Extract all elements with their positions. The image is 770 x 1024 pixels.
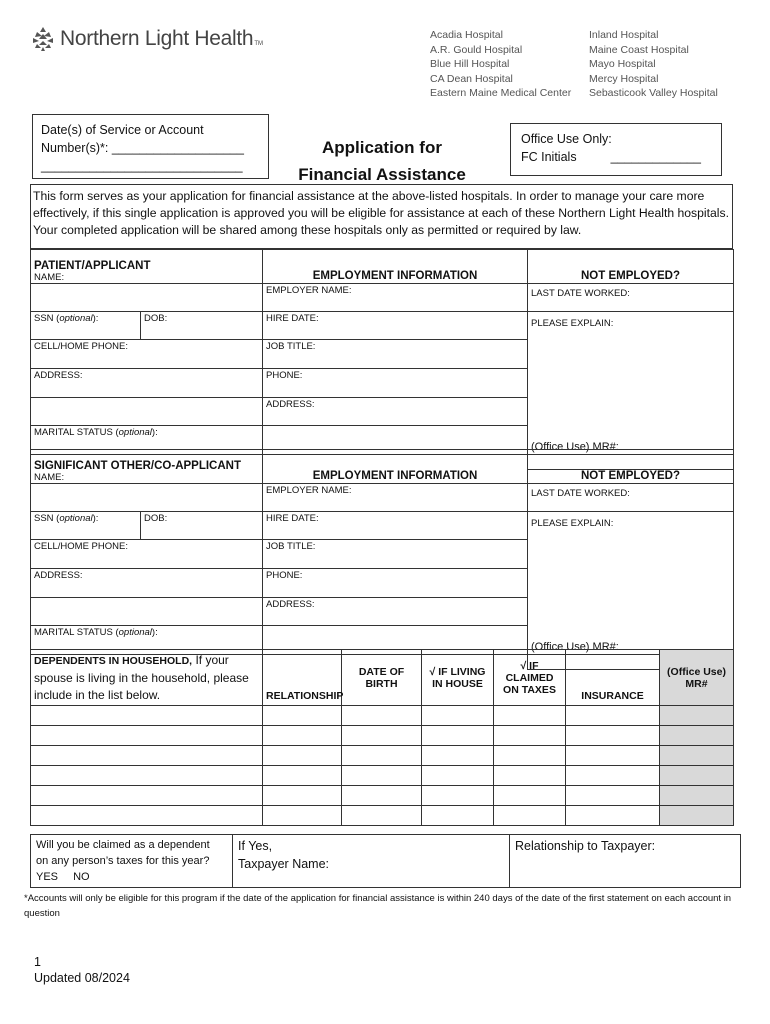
- dependent-claimed-cell[interactable]: [494, 746, 566, 766]
- dependent-question-line-2: on any person’s taxes for this year?: [36, 855, 210, 867]
- dependent-insurance-cell[interactable]: [566, 706, 660, 726]
- dob-label: DOB:: [144, 513, 168, 524]
- office-use-label: Office Use Only:: [521, 132, 612, 146]
- hospital-name: Inland Hospital: [589, 29, 659, 41]
- hire-date-field[interactable]: [263, 512, 528, 540]
- employer-name-label: EMPLOYER NAME:: [266, 285, 352, 296]
- co-applicant-header: SIGNIFICANT OTHER/CO-APPLICANT: [34, 460, 241, 472]
- phone-label: CELL/HOME PHONE:: [34, 541, 128, 552]
- not-employed-header: NOT EMPLOYED?: [528, 250, 734, 284]
- dependent-row: [31, 766, 734, 786]
- employer-address-field[interactable]: [263, 598, 528, 626]
- ssn-optional: optional: [59, 513, 93, 524]
- office-mr-header: (Office Use) MR#: [660, 650, 734, 706]
- dependent-dob-cell[interactable]: [342, 706, 422, 726]
- relationship-header: RELATIONSHIP: [263, 650, 342, 706]
- phone-label: CELL/HOME PHONE:: [34, 341, 128, 352]
- dependent-dob-cell[interactable]: [342, 786, 422, 806]
- mr-label: (Office Use) MR#:: [531, 641, 619, 653]
- marital-label-end: ):: [151, 427, 158, 438]
- hire-date-field[interactable]: [263, 312, 528, 340]
- title-line-2: Financial Assistance: [298, 165, 466, 184]
- dependent-name-cell[interactable]: [31, 806, 263, 826]
- mr-label: (Office Use) MR#:: [531, 441, 619, 453]
- dependent-relationship-cell[interactable]: [263, 746, 342, 766]
- dependent-claimed-cell[interactable]: [494, 786, 566, 806]
- hire-date-label: HIRE DATE:: [266, 513, 319, 524]
- dependent-claimed-cell[interactable]: [494, 706, 566, 726]
- dependent-name-cell[interactable]: [31, 746, 263, 766]
- service-label: Date(s) of Service or Account: [41, 123, 204, 137]
- hospital-name: Mayo Hospital: [589, 58, 656, 70]
- patient-cell[interactable]: [31, 250, 263, 284]
- dependent-relationship-cell[interactable]: [263, 766, 342, 786]
- taxpayer-name-label: Taxpayer Name:: [238, 857, 330, 871]
- patient-section: [30, 249, 734, 470]
- page-title: [292, 134, 472, 188]
- marital-label: MARITAL STATUS (: [34, 427, 119, 438]
- hire-date-label: HIRE DATE:: [266, 313, 319, 324]
- taxpayer-name-field[interactable]: [233, 835, 510, 888]
- ssn-label: SSN (: [34, 513, 60, 524]
- please-explain-field[interactable]: [528, 512, 734, 655]
- hospital-name: A.R. Gould Hospital: [430, 43, 523, 56]
- if-yes-label: If Yes,: [238, 839, 273, 853]
- dob-label: DOB:: [144, 313, 168, 324]
- hospital-list-right: [589, 28, 718, 101]
- taxpayer-section: [30, 834, 741, 888]
- insurance-header: INSURANCE: [566, 650, 660, 706]
- pinecone-logo-icon: [30, 26, 56, 52]
- last-date-worked-label: LAST DATE WORKED:: [531, 288, 630, 299]
- employer-phone-label: PHONE:: [266, 370, 303, 381]
- title-line-1: Application for: [322, 138, 442, 157]
- employer-name-field[interactable]: [263, 484, 528, 512]
- dependent-dob-cell[interactable]: [342, 746, 422, 766]
- dependent-claimed-cell[interactable]: [494, 726, 566, 746]
- address-field[interactable]: [31, 369, 263, 398]
- dependent-relationship-cell[interactable]: [263, 706, 342, 726]
- page-footer: [34, 954, 130, 986]
- dependent-dob-cell[interactable]: [342, 726, 422, 746]
- ssn-label-end: ):: [92, 513, 99, 524]
- dependent-living-cell[interactable]: [422, 806, 494, 826]
- dependent-mr-cell: [660, 706, 734, 726]
- job-title-field[interactable]: [263, 540, 528, 569]
- dependent-row: [31, 726, 734, 746]
- hospital-list-left: [430, 28, 571, 101]
- dependent-mr-cell: [660, 726, 734, 746]
- hospital-name: Mercy Hospital: [589, 72, 659, 85]
- job-title-label: JOB TITLE:: [266, 541, 316, 552]
- last-date-worked-field[interactable]: [528, 484, 734, 512]
- marital-label: MARITAL STATUS (: [34, 627, 119, 638]
- no-option[interactable]: NO: [73, 871, 90, 883]
- employer-address-label: ADDRESS:: [266, 399, 315, 410]
- dependent-insurance-cell[interactable]: [566, 746, 660, 766]
- patient-header: PATIENT/APPLICANT: [34, 260, 151, 272]
- marital-optional: optional: [118, 427, 152, 438]
- employer-address-field[interactable]: [263, 398, 528, 426]
- last-date-worked-label: LAST DATE WORKED:: [531, 488, 630, 499]
- dependent-living-cell[interactable]: [422, 726, 494, 746]
- page-number: 1: [34, 955, 41, 969]
- dependent-name-cell[interactable]: [31, 766, 263, 786]
- dependents-header-bold: DEPENDENTS IN HOUSEHOLD,: [34, 655, 193, 667]
- hospital-name: Blue Hill Hospital: [430, 58, 510, 70]
- hospital-name: Sebasticook Valley Hospital: [589, 87, 718, 99]
- dependents-table: [30, 649, 734, 826]
- fc-initials-blank: _____________: [610, 150, 701, 164]
- ssn-label: SSN (: [34, 313, 60, 324]
- ssn-optional: optional: [59, 313, 93, 324]
- address-label: ADDRESS:: [34, 370, 83, 381]
- dependent-insurance-cell[interactable]: [566, 806, 660, 826]
- dependent-row: [31, 806, 734, 826]
- co-applicant-section: [30, 449, 734, 670]
- address-line-2[interactable]: [31, 398, 263, 426]
- dependent-mr-cell: [660, 806, 734, 826]
- dependent-row: [31, 746, 734, 766]
- dependent-mr-cell: [660, 786, 734, 806]
- please-explain-label: PLEASE EXPLAIN:: [531, 318, 614, 329]
- dependent-row: [31, 706, 734, 726]
- ssn-label-end: ):: [92, 313, 99, 324]
- name-field[interactable]: [31, 484, 263, 512]
- dependent-dob-cell[interactable]: [342, 766, 422, 786]
- logo-tm: TM: [254, 41, 263, 47]
- dependent-relationship-cell[interactable]: [263, 726, 342, 746]
- dependent-question-cell: [31, 835, 233, 888]
- ssn-field[interactable]: [31, 512, 141, 540]
- dependent-row: [31, 786, 734, 806]
- fc-initials-row: [521, 148, 721, 166]
- dependent-living-cell[interactable]: [422, 766, 494, 786]
- co-applicant-cell[interactable]: [31, 450, 263, 484]
- employer-phone-field[interactable]: [263, 569, 528, 598]
- please-explain-field[interactable]: [528, 312, 734, 455]
- dob-header: DATE OF BIRTH: [342, 650, 422, 706]
- dependent-insurance-cell[interactable]: [566, 726, 660, 746]
- name-field[interactable]: [31, 284, 263, 312]
- account-number-line: Number(s)*: ___________________: [41, 141, 244, 155]
- relationship-to-taxpayer-field[interactable]: [510, 835, 741, 888]
- dependent-living-cell[interactable]: [422, 786, 494, 806]
- updated-date: Updated 08/2024: [34, 971, 130, 985]
- name-label: NAME:: [34, 472, 65, 483]
- dependent-insurance-cell[interactable]: [566, 766, 660, 786]
- dependent-claimed-cell[interactable]: [494, 766, 566, 786]
- hospital-name: Eastern Maine Medical Center: [430, 87, 572, 99]
- logo-name: Northern Light Health: [60, 27, 254, 50]
- employment-header: EMPLOYMENT INFORMATION: [263, 250, 528, 284]
- employer-address-label: ADDRESS:: [266, 599, 315, 610]
- footnote: *Accounts will only be eligible for this program if the date of the application for financial assistance is within 240 days of the date of the first statement on each account in question: [24, 893, 732, 919]
- dependent-living-cell[interactable]: [422, 706, 494, 726]
- dependent-dob-cell[interactable]: [342, 806, 422, 826]
- hospital-name: Maine Coast Hospital: [589, 43, 689, 56]
- dependent-insurance-cell[interactable]: [566, 786, 660, 806]
- dependent-name-cell[interactable]: [31, 786, 263, 806]
- fc-initials-label: FC Initials: [521, 150, 577, 164]
- dependent-mr-cell: [660, 766, 734, 786]
- ssn-field[interactable]: [31, 312, 141, 340]
- dob-field[interactable]: [141, 312, 263, 340]
- last-date-worked-field[interactable]: [528, 284, 734, 312]
- intro-text: This form serves as your application for financial assistance at the above-listed hospitals. In order to manage your care more effectively, if this single application is approved you will be eligible for assistance at each of these Northern Light Health hospitals. Your completed application will be shared among these hospitals only as permitted or required by law.: [30, 184, 733, 249]
- phone-field[interactable]: [31, 540, 263, 569]
- relationship-to-taxpayer-label: Relationship to Taxpayer:: [515, 839, 656, 853]
- phone-field[interactable]: [31, 340, 263, 369]
- dependent-claimed-cell[interactable]: [494, 806, 566, 826]
- marital-optional: optional: [118, 627, 152, 638]
- hospital-name: CA Dean Hospital: [430, 72, 513, 85]
- dependent-living-cell[interactable]: [422, 746, 494, 766]
- claimed-header: √ IF CLAIMED ON TAXES: [494, 650, 566, 706]
- yes-option[interactable]: YES: [36, 871, 59, 883]
- marital-label-end: ):: [151, 627, 158, 638]
- hospital-name: Acadia Hospital: [430, 29, 503, 41]
- dependent-mr-cell: [660, 746, 734, 766]
- logo: [30, 26, 263, 52]
- dependent-relationship-cell[interactable]: [263, 806, 342, 826]
- dependents-header: [31, 650, 263, 706]
- please-explain-label: PLEASE EXPLAIN:: [531, 518, 614, 529]
- not-employed-header: NOT EMPLOYED?: [528, 450, 734, 484]
- job-title-label: JOB TITLE:: [266, 341, 316, 352]
- living-header: √ IF LIVING IN HOUSE: [422, 650, 494, 706]
- address-line-2[interactable]: [31, 598, 263, 626]
- service-date-box[interactable]: [32, 114, 269, 179]
- office-use-box[interactable]: [510, 123, 722, 176]
- employment-header: EMPLOYMENT INFORMATION: [263, 450, 528, 484]
- dependents-header-rest: If your spouse is living in the household, please include in the list below.: [34, 653, 249, 702]
- job-title-field[interactable]: [263, 340, 528, 369]
- dependent-name-cell[interactable]: [31, 706, 263, 726]
- dependent-name-cell[interactable]: [31, 726, 263, 746]
- employer-phone-label: PHONE:: [266, 570, 303, 581]
- dependent-question-line-1: Will you be claimed as a dependent: [36, 839, 210, 851]
- address-field[interactable]: [31, 569, 263, 598]
- name-label: NAME:: [34, 272, 65, 283]
- employer-phone-field[interactable]: [263, 369, 528, 398]
- employer-name-field[interactable]: [263, 284, 528, 312]
- address-label: ADDRESS:: [34, 570, 83, 581]
- employer-name-label: EMPLOYER NAME:: [266, 485, 352, 496]
- dob-field[interactable]: [141, 512, 263, 540]
- account-number-line-2: _____________________________: [41, 159, 243, 173]
- dependent-relationship-cell[interactable]: [263, 786, 342, 806]
